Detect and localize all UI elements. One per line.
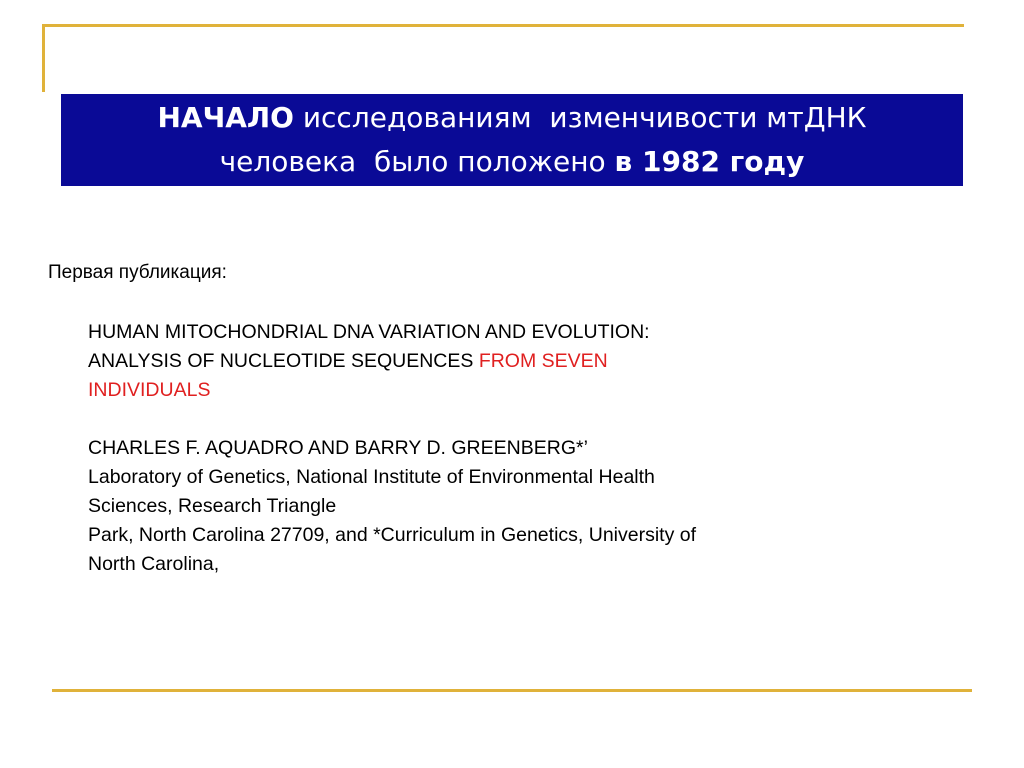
title-banner: [61, 94, 963, 186]
title-line-1: [157, 96, 866, 140]
paper-title-text: ANALYSIS OF NUCLEOTIDE SEQUENCES: [88, 350, 479, 372]
affiliation-line-3: Park, North Carolina 27709, and *Curriculum in Genetics, University of: [88, 524, 697, 546]
paper-title-line-2: [88, 347, 908, 376]
title-line-1-text: исследованиям изменчивости мтДНК: [293, 101, 867, 134]
paper-title-highlight-2: INDIVIDUALS: [88, 379, 211, 401]
paper-title-line-1: HUMAN MITOCHONDRIAL DNA VARIATION AND EVOLUTION:: [88, 321, 650, 343]
authors: CHARLES F. AQUADRO AND BARRY D. GREENBERG*’: [88, 437, 588, 459]
spacer: [88, 405, 908, 434]
decorative-top-line: [42, 24, 964, 27]
title-line-2: [220, 140, 805, 184]
affiliation-line-4: North Carolina,: [88, 553, 220, 575]
decorative-vertical-line: [42, 24, 45, 92]
title-year: в 1982 году: [614, 145, 805, 178]
affiliation-line-2: Sciences, Research Triangle: [88, 495, 337, 517]
title-line-2-text: человека было положено: [219, 145, 615, 178]
citation-block: [88, 318, 908, 579]
title-emphasis-start: НАЧАЛО: [157, 101, 294, 134]
subheading: Первая публикация:: [48, 262, 227, 283]
paper-title-highlight: FROM SEVEN: [478, 350, 608, 372]
decorative-bottom-line: [52, 689, 972, 692]
affiliation-line-1: Laboratory of Genetics, National Institute of Environmental Health: [88, 466, 655, 488]
